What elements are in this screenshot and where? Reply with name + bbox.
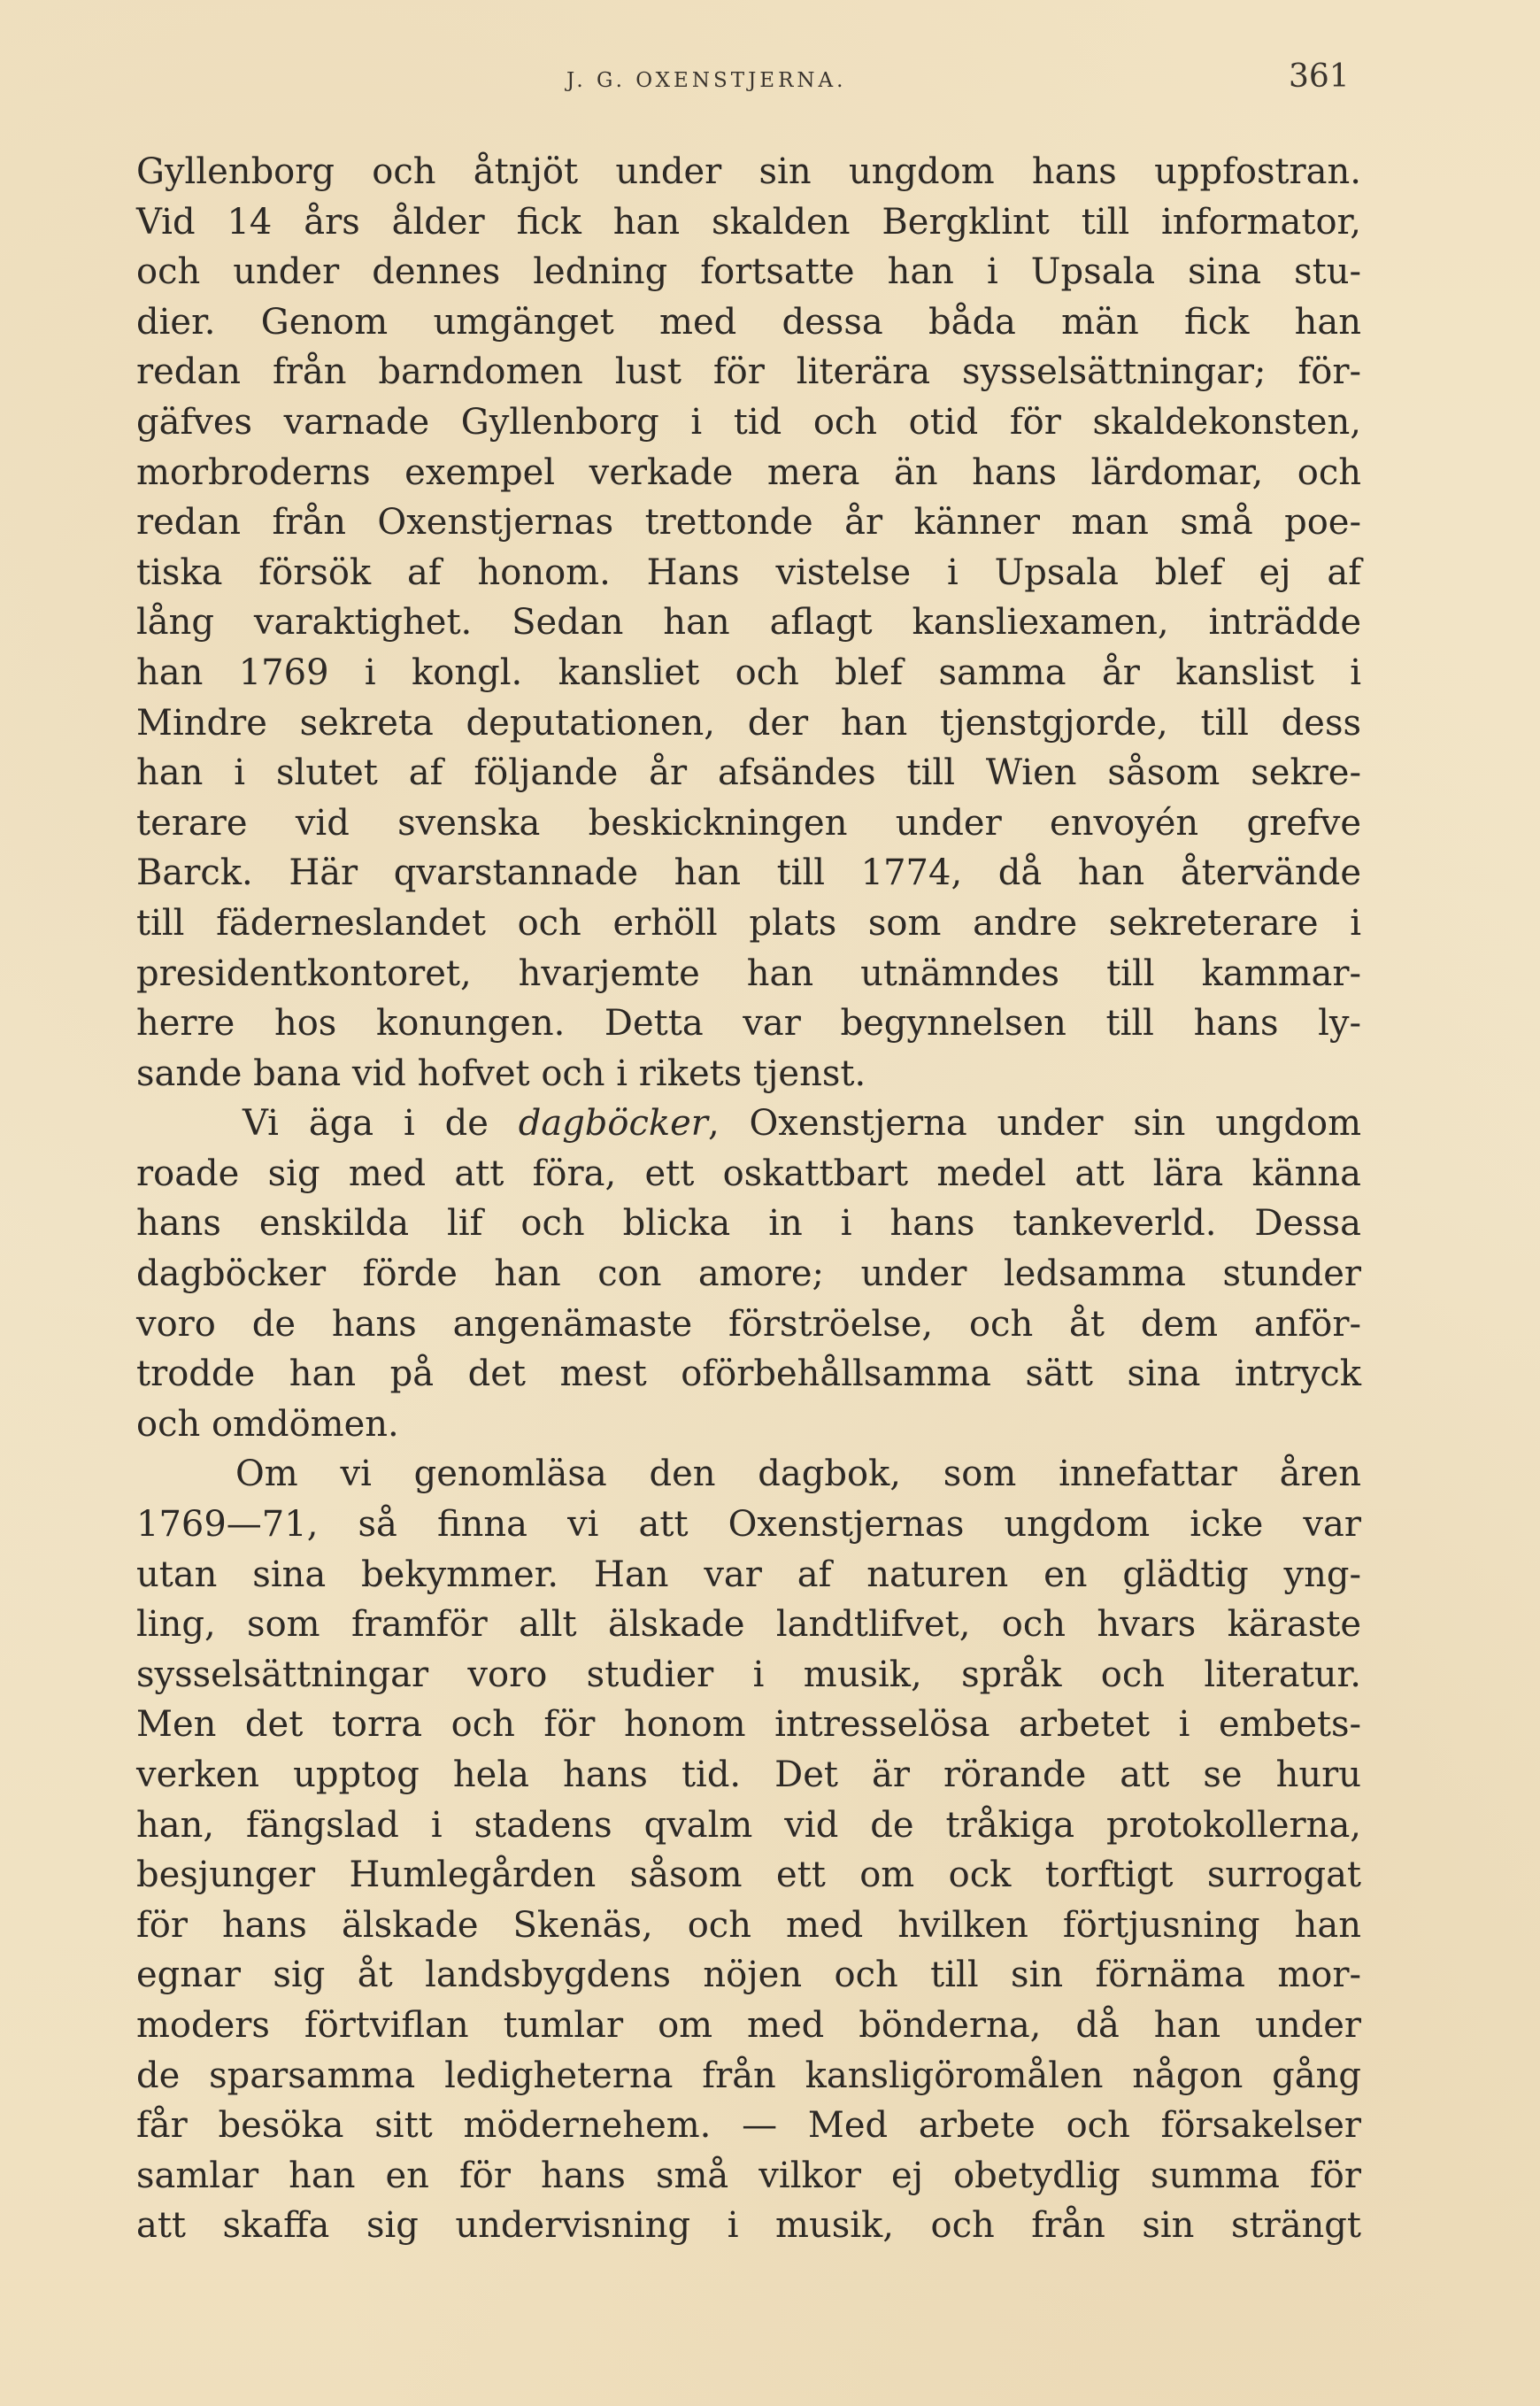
text-line: redan från barndomen lust för literära sysselsättningar; för- [136,351,1361,393]
text-line: sande bana vid hofvet och i rikets tjenst. [136,1053,866,1094]
text-line: presidentkontoret, hvarjemte han utnämndes till kammar- [136,952,1361,994]
text-line: egnar sig åt landsbygdens nöjen och till sin förnäma mor- [136,1955,1361,1996]
text-run: Vi äga i de [243,1103,519,1145]
text-line: lång varaktighet. Sedan han aflagt kansliexamen, inträdde [136,602,1361,644]
text-line: han, fängslad i stadens qvalm vid de tråkiga protokollerna, [136,1804,1361,1846]
text-line: han i slutet af följande år afsändes till Wien såsom sekre- [136,752,1361,794]
text-line: besjunger Humlegården såsom ett om ock torftigt surrogat [136,1855,1361,1896]
text-line: får besöka sitt mödernehem. — Med arbete och försakelser [136,2105,1361,2147]
text-line: de sparsamma ledigheterna från kansligöromålen någon gång [136,2055,1361,2096]
text-line: voro de hans angenämaste förströelse, och åt dem anför- [136,1303,1361,1345]
text-line: för hans älskade Skenäs, och med hvilken förtjusning han [136,1904,1361,1946]
text-line: herre hos konungen. Detta var begynnelsen till hans ly- [136,1003,1361,1045]
italic-term: dagböcker [518,1103,708,1145]
text-line: verken upptog hela hans tid. Det är rörande att se huru [136,1754,1361,1795]
paragraph-first-line [136,1099,1361,1149]
running-head: J. G. OXENSTJERNA. [566,69,847,92]
text-line: att skaffa sig undervisning i musik, och från sin strängt [136,2205,1361,2247]
text-line: till fäderneslandet och erhöll plats som andre sekreterare i [136,902,1361,944]
page-number: 361 [1289,58,1350,95]
text-line: utan sina bekymmer. Han var af naturen en glädtig yng- [136,1554,1361,1595]
text-line: Barck. Här qvarstannade han till 1774, då han återvände [136,852,1361,894]
text-line: Gyllenborg och åtnjöt under sin ungdom hans uppfostran. [136,151,1361,192]
text-line: och omdömen. [136,1403,399,1445]
body-text [136,147,1361,2251]
text-line: hans enskilda lif och blicka in i hans tankeverld. Dessa [136,1203,1361,1245]
text-line: gäfves varnade Gyllenborg i tid och otid för skaldekonsten, [136,401,1361,443]
text-line: dagböcker förde han con amore; under ledsamma stunder [136,1253,1361,1295]
text-line: sysselsättningar voro studier i musik, språk och literatur. [136,1654,1361,1695]
text-line: Men det torra och för honom intresselösa arbetet i embets- [136,1704,1361,1746]
text-line: trodde han på det mest oförbehållsamma sätt sina intryck [136,1353,1361,1395]
text-line: 1769—71, så finna vi att Oxenstjernas ungdom icke var [136,1504,1361,1546]
text-line: redan från Oxenstjernas trettonde år känner man små poe- [136,502,1361,544]
text-line: terare vid svenska beskickningen under envoyén grefve [136,802,1361,844]
text-line: Mindre sekreta deputationen, der han tjenstgjorde, till dess [136,702,1361,744]
text-line: han 1769 i kongl. kansliet och blef samma år kanslist i [136,652,1361,693]
text-line: roade sig med att föra, ett oskattbart medel att lära känna [136,1153,1361,1194]
paragraph-first-line: Om vi genomläsa den dagbok, som innefattar åren [235,1454,1361,1495]
text-run: , Oxenstjerna under sin ungdom [707,1103,1361,1145]
text-line: Vid 14 års ålder fick han skalden Bergklint till informator, [136,201,1361,243]
text-line: dier. Genom umgänget med dessa båda män fick han [136,301,1361,343]
text-line: morbroderns exempel verkade mera än hans lärdomar, och [136,451,1361,493]
text-line: och under dennes ledning fortsatte han i Upsala sina stu- [136,251,1361,293]
text-line: samlar han en för hans små vilkor ej obetydlig summa för [136,2155,1361,2196]
text-line: ling, som framför allt älskade landtlifvet, och hvars käraste [136,1604,1361,1646]
text-line: moders förtviflan tumlar om med bönderna, då han under [136,2004,1361,2046]
text-line: tiska försök af honom. Hans vistelse i Upsala blef ej af [136,551,1361,593]
